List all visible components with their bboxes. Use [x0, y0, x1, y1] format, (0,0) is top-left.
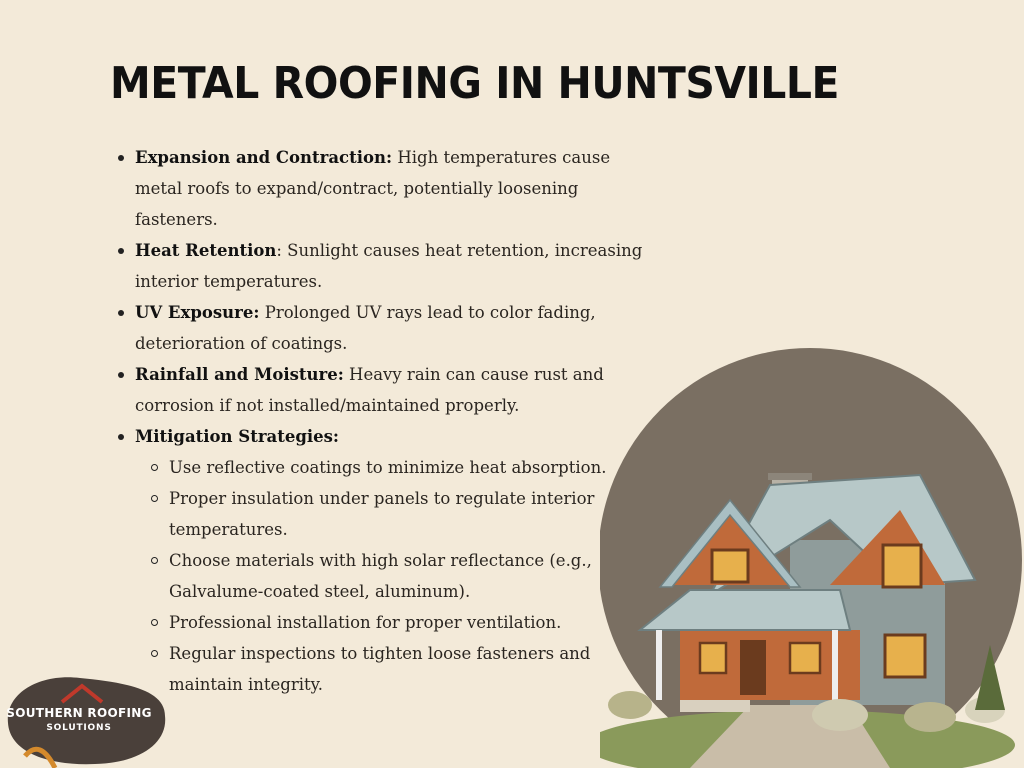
shrub: [904, 702, 956, 732]
strategy-item: Use reflective coatings to minimize heat absorption.: [169, 452, 645, 483]
item-term: Expansion and Contraction:: [135, 148, 393, 167]
strategy-item: Proper insulation under panels to regulate interior temperatures.: [169, 483, 645, 545]
door: [740, 640, 766, 695]
steps: [680, 700, 750, 712]
item-text: High temperatures cause metal roofs to expand/contract, potentially loosening fasteners.: [135, 148, 611, 229]
strategy-list: [135, 452, 645, 700]
item-term: Mitigation Strategies:: [135, 427, 340, 446]
item-term: UV Exposure:: [135, 303, 260, 322]
porch-window-right: [790, 643, 820, 673]
porch-window-left: [700, 643, 726, 673]
list-item: [135, 421, 645, 700]
item-text: Prolonged UV rays lead to color fading, deterioration of coatings.: [135, 303, 596, 353]
gable-window: [883, 545, 921, 587]
page-title: METAL ROOFING IN HUNTSVILLE: [110, 58, 840, 109]
left-window: [712, 550, 748, 582]
item-text: Heavy rain can cause rust and corrosion if not installed/maintained properly.: [135, 365, 604, 415]
logo-subname: SOLUTIONS: [46, 723, 112, 733]
shrub: [608, 691, 652, 719]
side-window-lower: [885, 635, 925, 677]
content-list: [135, 142, 645, 700]
chimney-cap: [768, 473, 812, 480]
strategy-item: Professional installation for proper ventilation.: [169, 607, 645, 638]
porch-post: [656, 630, 662, 700]
logo-name: SOUTHERN ROOFING: [6, 706, 152, 720]
shrub: [812, 699, 868, 731]
house-illustration: [600, 345, 1024, 768]
list-item: [135, 235, 645, 297]
logo-text: [4, 706, 154, 736]
list-item: [135, 359, 645, 421]
item-text: : Sunlight causes heat retention, increasing interior temperatures.: [135, 241, 643, 291]
item-term: Rainfall and Moisture:: [135, 365, 344, 384]
strategy-item: Regular inspections to tighten loose fasteners and maintain integrity.: [169, 638, 645, 700]
porch-post: [832, 630, 838, 700]
list-item: [135, 297, 645, 359]
item-term: Heat Retention: [135, 241, 277, 260]
strategy-item: Choose materials with high solar reflectance (e.g., Galvalume-coated steel, aluminum).: [169, 545, 645, 607]
list-item: [135, 142, 645, 235]
factor-list: [135, 142, 645, 700]
